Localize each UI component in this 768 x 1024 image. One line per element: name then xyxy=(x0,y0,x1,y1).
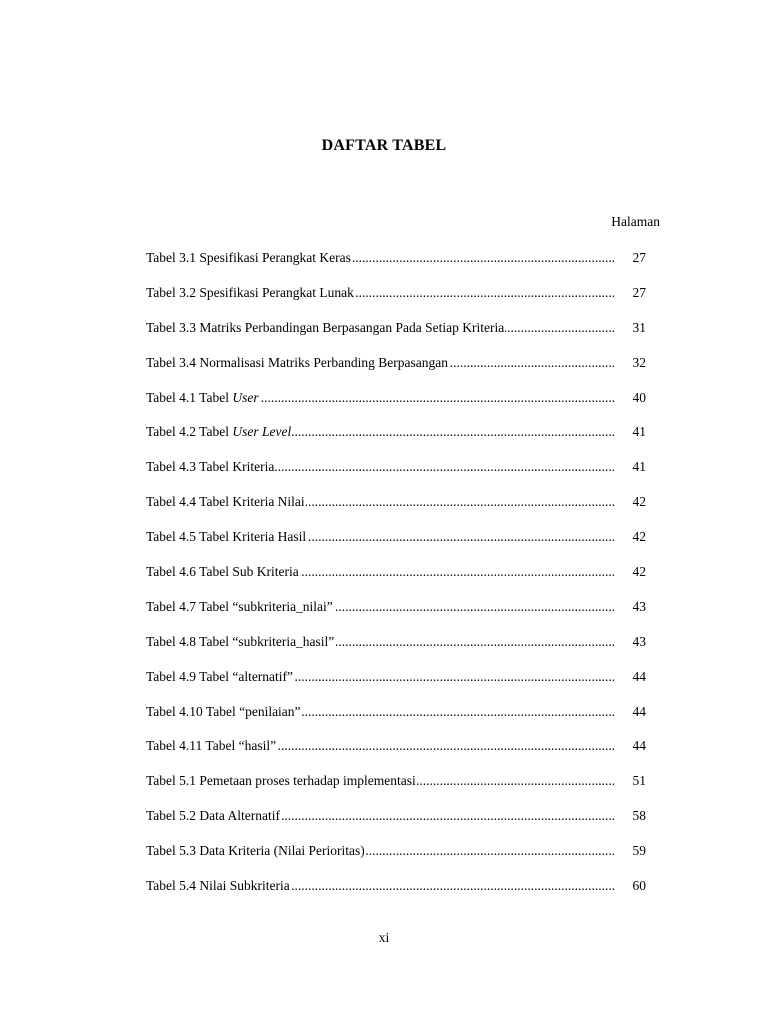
toc-entry-label xyxy=(146,355,449,370)
toc-entry-page: 51 xyxy=(632,773,646,789)
toc-entry-page: 41 xyxy=(632,459,646,475)
toc-entry[interactable] xyxy=(146,737,646,772)
toc-entry-text: Tabel 3.2 Spesifikasi Perangkat Lunak xyxy=(146,284,354,300)
toc-entry-label xyxy=(146,843,366,858)
toc-entry-title xyxy=(146,877,614,894)
toc-entry-label xyxy=(146,529,307,544)
toc-entry[interactable] xyxy=(146,563,646,598)
toc-entry[interactable] xyxy=(146,807,646,842)
toc-entry[interactable] xyxy=(146,633,646,668)
page-number: xi xyxy=(378,930,390,945)
toc-entry-label xyxy=(146,704,302,719)
toc-entry[interactable] xyxy=(146,319,646,354)
toc-entry-text: Tabel 3.1 Spesifikasi Perangkat Keras xyxy=(146,250,351,265)
toc-entry[interactable] xyxy=(146,528,646,563)
toc-entry-title xyxy=(146,633,614,650)
toc-entry-title xyxy=(146,284,614,301)
toc-entry-title xyxy=(146,598,614,615)
toc-entry-title xyxy=(146,842,614,859)
toc-entry[interactable] xyxy=(146,703,646,738)
toc-entry[interactable] xyxy=(146,598,646,633)
toc-entry-page: 42 xyxy=(632,564,646,580)
toc-entry[interactable] xyxy=(146,423,646,458)
toc-entry-label xyxy=(146,773,417,788)
toc-entry-title xyxy=(146,319,614,336)
toc-entry-text: Tabel 4.11 Tabel “hasil” xyxy=(146,738,277,754)
toc-entry-label xyxy=(146,878,291,893)
toc-entry-page: 41 xyxy=(632,424,646,440)
toc-entry[interactable] xyxy=(146,354,646,389)
page-title: DAFTAR TABEL xyxy=(321,137,447,154)
toc-entry-page: 44 xyxy=(632,738,646,754)
toc-entry[interactable] xyxy=(146,842,646,877)
toc-entry[interactable] xyxy=(146,493,646,528)
toc-entry-title xyxy=(146,563,614,580)
table-of-contents xyxy=(146,249,646,912)
toc-entry-text: Tabel 3.4 Normalisasi Matriks Perbanding Berpasangan xyxy=(146,354,448,370)
toc-entry-label xyxy=(146,390,260,405)
toc-entry-text: Tabel 5.4 Nilai Subkriteria xyxy=(146,878,290,894)
toc-entry-page: 43 xyxy=(632,633,646,649)
toc-entry-text: Tabel 5.3 Data Kriteria (Nilai Perioritas) xyxy=(146,843,365,859)
toc-entry-label xyxy=(146,494,306,509)
toc-entry-page: 31 xyxy=(632,319,646,335)
toc-entry-title xyxy=(146,389,614,406)
toc-entry-page: 32 xyxy=(632,354,646,370)
toc-entry-italic-text: User Level xyxy=(232,424,292,440)
toc-entry-text: Tabel 4.6 Tabel Sub Kriteria xyxy=(146,564,299,580)
toc-entry-text: Tabel 4.10 Tabel “penilaian” xyxy=(146,703,301,719)
toc-entry-page: 27 xyxy=(632,250,646,265)
toc-entry-label xyxy=(146,808,281,823)
toc-entry-label xyxy=(146,459,275,474)
toc-entry-text: Tabel 4.8 Tabel “subkriteria_hasil” xyxy=(146,633,335,649)
toc-entry-text: Tabel 4.5 Tabel Kriteria Hasil xyxy=(146,529,307,545)
toc-entry-title xyxy=(146,249,614,266)
toc-entry-page: 43 xyxy=(632,598,646,614)
toc-entry-text: Tabel 4.9 Tabel “alternatif” xyxy=(146,668,294,684)
toc-entry-page: 44 xyxy=(632,703,646,719)
toc-entry-page: 60 xyxy=(632,878,646,894)
toc-entry-label xyxy=(146,285,355,300)
toc-entry-text: Tabel 3.3 Matriks Perbandingan Berpasangan Pada Setiap Kriteria xyxy=(146,319,505,335)
toc-entry-text: Tabel 4.3 Tabel Kriteria xyxy=(146,459,275,475)
toc-entry[interactable] xyxy=(146,668,646,703)
toc-entry-title xyxy=(146,703,614,720)
toc-entry-title xyxy=(146,354,614,371)
toc-entry-title xyxy=(146,737,614,754)
toc-entry-title xyxy=(146,668,614,685)
toc-entry[interactable] xyxy=(146,772,646,807)
toc-entry-page: 59 xyxy=(632,843,646,859)
toc-entry-title xyxy=(146,458,614,475)
toc-entry-page: 27 xyxy=(632,284,646,300)
toc-entry[interactable] xyxy=(146,877,646,912)
toc-entry[interactable] xyxy=(146,284,646,319)
toc-entry[interactable] xyxy=(146,249,646,284)
toc-entry-title xyxy=(146,493,614,510)
toc-entry-page: 40 xyxy=(632,389,646,405)
toc-entry-page: 42 xyxy=(632,529,646,545)
toc-entry-text: Tabel 5.2 Data Alternatif xyxy=(146,808,281,824)
toc-entry-text: Tabel 4.4 Tabel Kriteria Nilai xyxy=(146,494,305,510)
toc-entry-label xyxy=(146,634,335,649)
toc-entry-page: 58 xyxy=(632,808,646,824)
toc-entry-label xyxy=(146,738,277,753)
toc-entry-page: 42 xyxy=(632,494,646,510)
toc-entry-text: Tabel 4.1 Tabel xyxy=(146,389,233,405)
toc-entry-title xyxy=(146,807,614,824)
toc-entry[interactable] xyxy=(146,389,646,424)
toc-entry-label xyxy=(146,669,294,684)
toc-entry-italic-text: User xyxy=(232,389,259,405)
toc-entry-label xyxy=(146,320,505,335)
toc-entry-text: Tabel 4.2 Tabel xyxy=(146,424,233,440)
toc-entry-label xyxy=(146,564,300,579)
toc-entry-label xyxy=(146,250,352,265)
page-column-header: Halaman xyxy=(611,214,660,229)
toc-entry[interactable] xyxy=(146,458,646,493)
toc-entry-page: 44 xyxy=(632,668,646,684)
toc-entry-label xyxy=(146,424,292,439)
toc-entry-title xyxy=(146,772,614,789)
toc-entry-text: Tabel 5.1 Pemetaan proses terhadap implementasi xyxy=(146,773,416,789)
toc-entry-text: Tabel 4.7 Tabel “subkriteria_nilai” xyxy=(146,598,333,614)
toc-entry-label xyxy=(146,599,334,614)
toc-entry-title xyxy=(146,423,614,440)
toc-entry-title xyxy=(146,528,614,545)
